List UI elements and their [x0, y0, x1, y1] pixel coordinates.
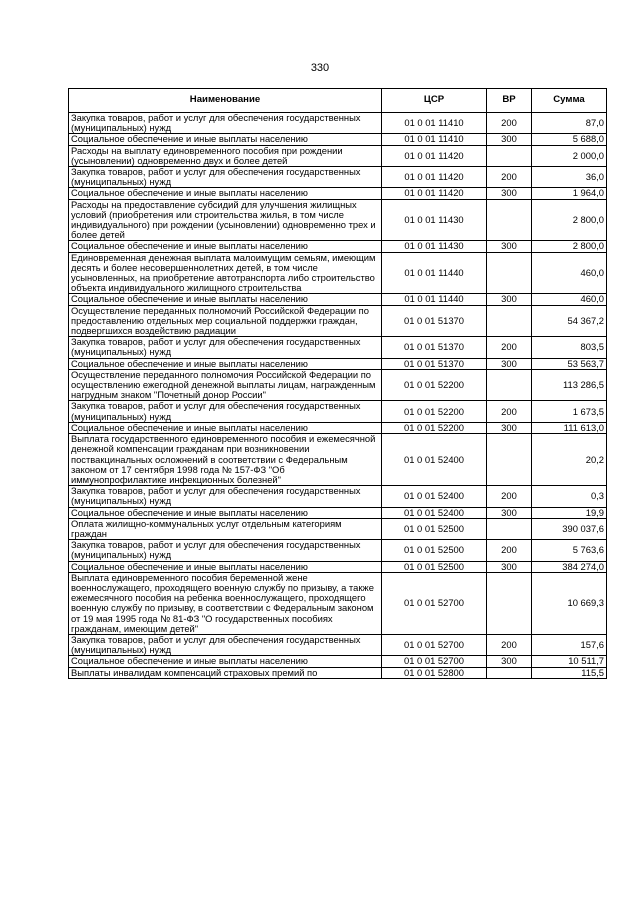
row-vr: 300 — [487, 507, 532, 518]
row-name: Социальное обеспечение и иные выплаты населению — [69, 188, 382, 199]
table-row — [69, 656, 607, 667]
row-name: Социальное обеспечение и иные выплаты населению — [69, 507, 382, 518]
row-vr — [487, 434, 532, 486]
row-name: Социальное обеспечение и иные выплаты населению — [69, 656, 382, 667]
table-row — [69, 134, 607, 145]
row-name: Закупка товаров, работ и услуг для обеспечения государственных (муниципальных) нужд — [69, 337, 382, 358]
row-name: Социальное обеспечение и иные выплаты населению — [69, 358, 382, 369]
row-sum: 115,5 — [532, 667, 607, 678]
row-name: Осуществление переданных полномочий Российской Федерации по предоставлению отдельных мер социальной поддержки граждан, подвергшихся воздействию радиации — [69, 305, 382, 337]
row-csr: 01 0 01 52700 — [382, 656, 487, 667]
row-vr — [487, 369, 532, 401]
row-sum: 87,0 — [532, 113, 607, 134]
table-row — [69, 199, 607, 241]
row-name: Социальное обеспечение и иные выплаты населению — [69, 294, 382, 305]
row-vr: 200 — [487, 486, 532, 507]
row-csr: 01 0 01 52800 — [382, 667, 487, 678]
row-vr: 300 — [487, 241, 532, 252]
table-header-row — [69, 89, 607, 113]
table-row — [69, 667, 607, 678]
row-vr: 300 — [487, 134, 532, 145]
table-row — [69, 434, 607, 486]
header-name: Наименование — [69, 89, 382, 113]
row-name: Закупка товаров, работ и услуг для обеспечения государственных (муниципальных) нужд — [69, 540, 382, 561]
row-name: Закупка товаров, работ и услуг для обеспечения государственных (муниципальных) нужд — [69, 634, 382, 655]
table-row — [69, 486, 607, 507]
row-vr — [487, 518, 532, 539]
table-row — [69, 634, 607, 655]
row-csr: 01 0 01 52500 — [382, 540, 487, 561]
row-name: Единовременная денежная выплата малоимущим семьям, имеющим десять и более несовершеннолетних детей, в том числе усыновленных, на приобретение автотранспорта либо строительство объекта индивидуального жилищного строительства — [69, 252, 382, 294]
row-vr: 300 — [487, 358, 532, 369]
row-csr: 01 0 01 52500 — [382, 518, 487, 539]
row-sum: 2 000,0 — [532, 145, 607, 166]
row-csr: 01 0 01 51370 — [382, 337, 487, 358]
row-sum: 2 800,0 — [532, 199, 607, 241]
row-csr: 01 0 01 11440 — [382, 252, 487, 294]
row-vr: 200 — [487, 167, 532, 188]
table-row — [69, 145, 607, 166]
budget-table — [68, 88, 607, 679]
row-name: Выплата единовременного пособия беременной жене военнослужащего, проходящего военную службу по призыву, а также ежемесячного пособия на ребенка военнослужащего, проходящего военную службу по призыву, в соответствии с Федеральным законом от 19 мая 1995 года № 81-ФЗ "О государственных пособиях гражданам, имеющим детей" — [69, 572, 382, 634]
row-sum: 54 367,2 — [532, 305, 607, 337]
table-row — [69, 241, 607, 252]
row-csr: 01 0 01 11420 — [382, 188, 487, 199]
row-sum: 803,5 — [532, 337, 607, 358]
table-row — [69, 252, 607, 294]
row-vr — [487, 667, 532, 678]
row-sum: 19,9 — [532, 507, 607, 518]
table-row — [69, 337, 607, 358]
table-row — [69, 561, 607, 572]
table-row — [69, 572, 607, 634]
row-vr: 300 — [487, 294, 532, 305]
header-csr: ЦСР — [382, 89, 487, 113]
header-vr: ВР — [487, 89, 532, 113]
row-sum: 5 763,6 — [532, 540, 607, 561]
row-sum: 460,0 — [532, 252, 607, 294]
row-vr — [487, 252, 532, 294]
row-csr: 01 0 01 11420 — [382, 145, 487, 166]
row-name: Закупка товаров, работ и услуг для обеспечения государственных (муниципальных) нужд — [69, 167, 382, 188]
row-vr — [487, 199, 532, 241]
row-sum: 10 669,3 — [532, 572, 607, 634]
row-csr: 01 0 01 52400 — [382, 434, 487, 486]
row-sum: 10 511,7 — [532, 656, 607, 667]
row-vr: 200 — [487, 337, 532, 358]
table-row — [69, 422, 607, 433]
row-sum: 0,3 — [532, 486, 607, 507]
row-name: Закупка товаров, работ и услуг для обеспечения государственных (муниципальных) нужд — [69, 401, 382, 422]
row-vr: 200 — [487, 401, 532, 422]
row-name: Осуществление переданного полномочия Российской Федерации по осуществлению ежегодной денежной выплаты лицам, награжденным нагрудным знаком "Почетный донор России" — [69, 369, 382, 401]
row-sum: 20,2 — [532, 434, 607, 486]
table-row — [69, 369, 607, 401]
table-row — [69, 358, 607, 369]
row-csr: 01 0 01 11430 — [382, 241, 487, 252]
row-csr: 01 0 01 52200 — [382, 401, 487, 422]
row-vr — [487, 145, 532, 166]
row-sum: 111 613,0 — [532, 422, 607, 433]
row-vr: 300 — [487, 561, 532, 572]
row-vr — [487, 572, 532, 634]
row-csr: 01 0 01 11410 — [382, 134, 487, 145]
row-sum: 1 964,0 — [532, 188, 607, 199]
table-row — [69, 540, 607, 561]
table-row — [69, 518, 607, 539]
row-csr: 01 0 01 52200 — [382, 369, 487, 401]
table-body — [69, 113, 607, 679]
row-csr: 01 0 01 52700 — [382, 572, 487, 634]
row-vr: 200 — [487, 113, 532, 134]
table-row — [69, 113, 607, 134]
row-vr: 300 — [487, 656, 532, 667]
row-name: Социальное обеспечение и иные выплаты населению — [69, 561, 382, 572]
row-name: Расходы на выплату единовременного пособия при рождении (усыновлении) одновременно двух и более детей — [69, 145, 382, 166]
row-name: Оплата жилищно-коммунальных услуг отдельным категориям граждан — [69, 518, 382, 539]
row-name: Социальное обеспечение и иные выплаты населению — [69, 134, 382, 145]
row-sum: 390 037,6 — [532, 518, 607, 539]
row-name: Социальное обеспечение и иные выплаты населению — [69, 422, 382, 433]
row-csr: 01 0 01 52400 — [382, 507, 487, 518]
row-csr: 01 0 01 11430 — [382, 199, 487, 241]
table-row — [69, 167, 607, 188]
table-row — [69, 294, 607, 305]
row-name: Выплаты инвалидам компенсаций страховых премий по — [69, 667, 382, 678]
row-csr: 01 0 01 11410 — [382, 113, 487, 134]
table-row — [69, 188, 607, 199]
row-csr: 01 0 01 52500 — [382, 561, 487, 572]
row-csr: 01 0 01 11420 — [382, 167, 487, 188]
row-name: Социальное обеспечение и иные выплаты населению — [69, 241, 382, 252]
row-sum: 1 673,5 — [532, 401, 607, 422]
row-name: Закупка товаров, работ и услуг для обеспечения государственных (муниципальных) нужд — [69, 113, 382, 134]
row-sum: 157,6 — [532, 634, 607, 655]
row-csr: 01 0 01 52400 — [382, 486, 487, 507]
row-sum: 53 563,7 — [532, 358, 607, 369]
table-row — [69, 401, 607, 422]
table-row — [69, 305, 607, 337]
row-csr: 01 0 01 51370 — [382, 358, 487, 369]
row-sum: 113 286,5 — [532, 369, 607, 401]
row-csr: 01 0 01 11440 — [382, 294, 487, 305]
row-name: Закупка товаров, работ и услуг для обеспечения государственных (муниципальных) нужд — [69, 486, 382, 507]
row-vr: 300 — [487, 422, 532, 433]
row-vr: 200 — [487, 540, 532, 561]
row-csr: 01 0 01 51370 — [382, 305, 487, 337]
row-sum: 384 274,0 — [532, 561, 607, 572]
header-sum: Сумма — [532, 89, 607, 113]
row-name: Выплата государственного единовременного пособия и ежемесячной денежной компенсации гражданам при возникновении поствакцинальных осложнений в соответствии с Федеральным законом от 17 сентября 1998 года № 157-ФЗ "Об иммунопрофилактике инфекционных болезней" — [69, 434, 382, 486]
row-vr: 300 — [487, 188, 532, 199]
page-number: 330 — [310, 62, 330, 74]
row-sum: 5 688,0 — [532, 134, 607, 145]
row-vr — [487, 305, 532, 337]
row-csr: 01 0 01 52200 — [382, 422, 487, 433]
row-sum: 36,0 — [532, 167, 607, 188]
row-sum: 460,0 — [532, 294, 607, 305]
row-csr: 01 0 01 52700 — [382, 634, 487, 655]
row-name: Расходы на предоставление субсидий для улучшения жилищных условий (приобретения или строительства жилья, в том числе индивидуального) при рождении (усыновлении) одновременно трех и более детей — [69, 199, 382, 241]
row-sum: 2 800,0 — [532, 241, 607, 252]
table-row — [69, 507, 607, 518]
row-vr: 200 — [487, 634, 532, 655]
